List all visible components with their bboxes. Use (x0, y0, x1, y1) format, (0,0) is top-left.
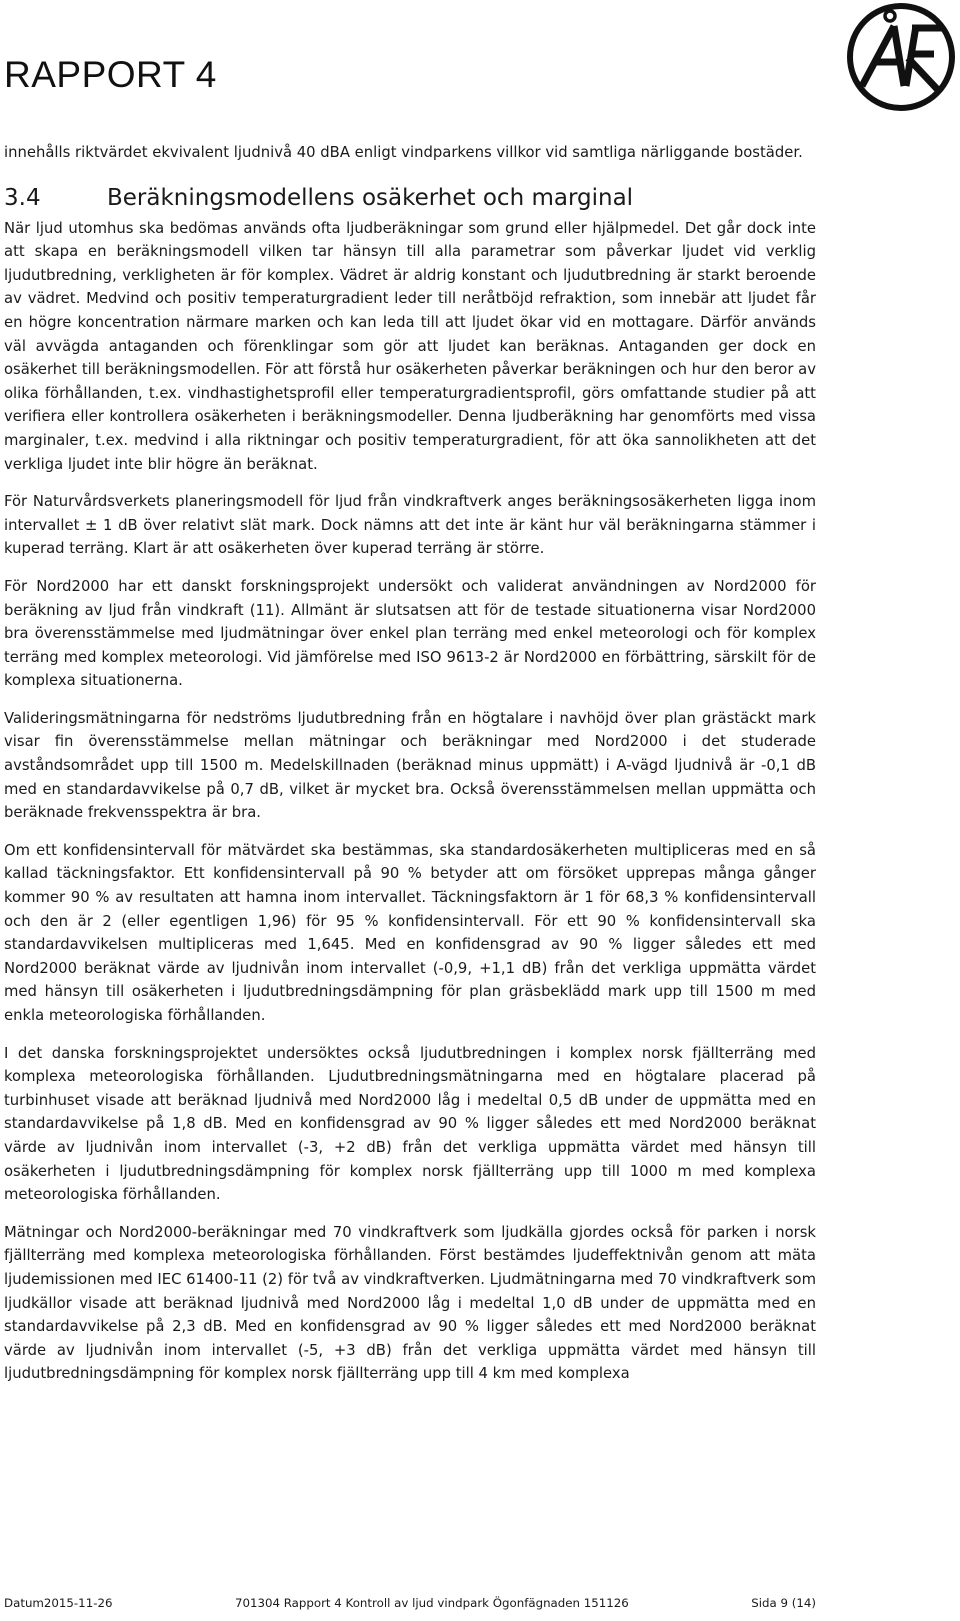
page-footer (4, 1596, 816, 1610)
body-paragraph: För Nord2000 har ett danskt forskningsprojekt undersökt och validerat användningen av Nord2000 för beräkning av ljud från vindkraft (11). Allmänt är slutsatsen att för de testade situationerna visar Nord2000 bra överensstämmelse med ljudmätningar över enkel plan terräng med enkel meteorologi och för komplex terräng med komplex meteorologi. Vid jämförelse med ISO 9613-2 är Nord2000 en förbättring, särskilt för de komplexa situationerna. (4, 577, 816, 690)
section-number: 3.4 (4, 184, 41, 211)
intro-paragraph: innehålls riktvärdet ekvivalent ljudnivå 40 dBA enligt vindparkens villkor vid samtliga närliggande bostäder. (4, 144, 803, 161)
body-paragraph: Mätningar och Nord2000-beräkningar med 70 vindkraftverk som ljudkälla gjordes också för parken i norsk fjällterräng med komplexa meteorologiska förhållanden. Först bestämdes ljudeffektnivån genom att mäta ljudemissionen med IEC 61400-11 (2) för två av vindkraftverken. Ljudmätningarna med 70 vindkraftverk som ljudkällor visade att beräknad ljudnivå med Nord2000 låg i medeltal 1,0 dB under de uppmätta med en standardavvikelse på 2,3 dB. Med en konfidensgrad av 90 % ligger således ett med Nord2000 beräknat värde av ljudnivån inom intervallet (-5, +3 dB) från det verkliga uppmätta värdet med hänsyn till ljudutbredningsdämpning för komplex norsk fjällterräng upp till 4 km med komplexa (4, 1223, 816, 1383)
footer-document-name: 701304 Rapport 4 Kontroll av ljud vindpark Ögonfägnaden 151126 (234, 1596, 629, 1610)
body-paragraph: För Naturvårdsverkets planeringsmodell för ljud från vindkraftverk anges beräkningsosäkerheten ligga inom intervallet ± 1 dB över relativt slät mark. Dock nämns att det inte är känt hur väl beräkningarna stämmer i kuperad terräng. Klart är att osäkerheten över kuperad terräng är större. (4, 493, 816, 558)
body-paragraph: I det danska forskningsprojektet undersöktes också ljudutbredningen i komplex norsk fjällterräng med komplexa meteorologiska förhållanden. Ljudutbredningsmätningarna med en högtalare placerad på turbinhuset visade att beräknad ljudnivå med Nord2000 låg i medeltal 0,5 dB under de uppmätta med en standardavvikelse på 1,8 dB. Med en konfidensgrad av 90 % ligger således ett med Nord2000 beräknat värde av ljudnivån inom intervallet (-3, +2 dB) från det verkliga uppmätta värdet med hänsyn till osäkerheten i ljudutbredningsdämpning för komplex norsk fjällterräng upp till 1000 m med komplexa meteorologiska förhållanden. (4, 1044, 816, 1204)
report-body (4, 141, 816, 1400)
section-heading (4, 183, 816, 213)
section-title: Beräkningsmodellens osäkerhet och marginal (107, 184, 634, 211)
page-title: RAPPORT 4 (4, 54, 217, 95)
footer-date: Datum2015-11-26 (4, 1596, 113, 1610)
body-paragraph: Valideringsmätningarna för nedströms ljudutbredning från en högtalare i navhöjd över plan grästäckt mark visar fin överensstämmelse mellan mätningar och beräkningar med Nord2000 i det studerade avståndsområdet upp till 1500 m. Medelskillnaden (beräknad minus uppmätt) i A-vägd ljudnivå är -0,1 dB med en standardavvikelse på 0,7 dB, vilket är mycket bra. Också överensstämmelsen mellan uppmätta och beräknade frekvensspektra är bra. (4, 709, 816, 822)
company-logo-icon (846, 2, 956, 112)
footer-page-number: Sida 9 (14) (751, 1596, 816, 1610)
body-paragraph: Om ett konfidensintervall för mätvärdet ska bestämmas, ska standardosäkerheten multipliceras med en så kallad täckningsfaktor. Ett konfidensintervall på 90 % betyder att om försöket upprepas många gånger kommer 90 % av resultaten att hamna inom intervallet. Täckningsfaktorn är 1 för 68,3 % konfidensintervall och den är 2 (eller egentligen 1,96) för 95 % konfidensintervall. För ett 90 % konfidensintervall ska standardavvikelsen multipliceras med 1,645. Med en konfidensgrad av 90 % ligger således ett med Nord2000 beräknat värde av ljudnivån inom intervallet (-0,9, +1,1 dB) från det verkliga uppmätta värdet med hänsyn till osäkerheten i ljudutbredningsdämpning för plan gräsbeklädd mark upp till 1500 m med enkla meteorologiska förhållanden. (4, 841, 816, 1024)
body-paragraph: När ljud utomhus ska bedömas används ofta ljudberäkningar som grund eller hjälpmedel. Det går dock inte att skapa en beräkningsmodell vilken tar hänsyn till alla parametrar som påverkar ljudet vid verklig ljudutbredning, verkligheten är för komplex. Vädret är aldrig konstant och ljudutbredning är starkt beroende av vädret. Medvind och positiv temperaturgradient leder till neråtböjd refraktion, som innebär att ljudet får en högre koncentration närmare marken och kan leda till att ljudet ökar vid en mottagare. Därför används väl avvägda antaganden och förenklingar som gör att ljudet kan beräknas. Antaganden ger dock en osäkerhet till beräkningsmodellen. För att förstå hur osäkerheten påverkar beräkningen och hur den beror av olika förhållanden, t.ex. vindhastighetsprofil eller temperaturgradientsprofil, görs omfattande studier på att verifiera eller kontrollera osäkerheten i beräkningsmodeller. Denna ljudberäkning har genomförts med vissa marginaler, t.ex. medvind i alla riktningar och positiv temperaturgradient, för att öka sannolikheten att det verkliga ljudet inte blir högre än beräknat. (4, 219, 816, 473)
